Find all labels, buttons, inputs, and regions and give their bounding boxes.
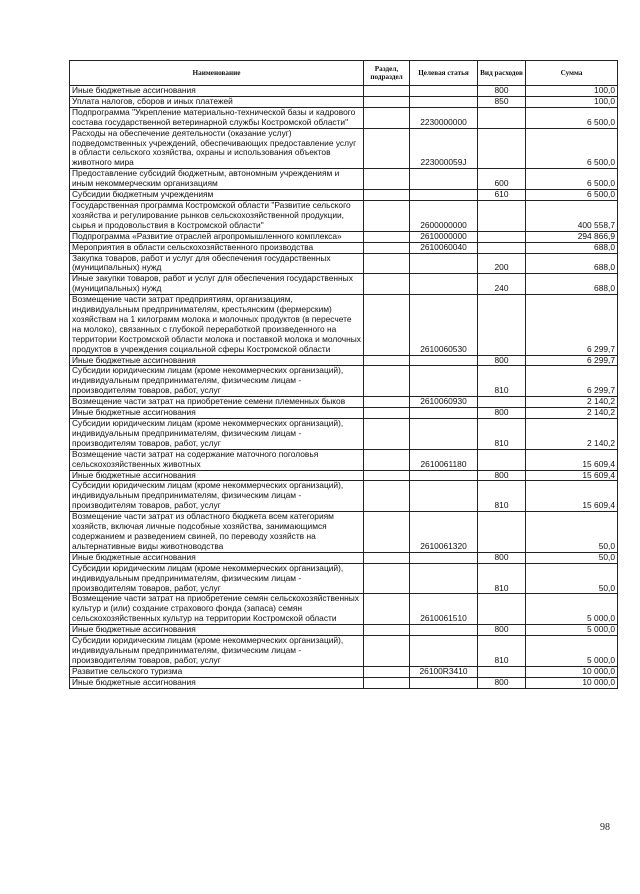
cell-section <box>364 397 410 408</box>
cell-amount: 2 140,2 <box>526 397 618 408</box>
cell-section <box>364 107 410 128</box>
cell-target-article <box>410 86 478 97</box>
cell-amount: 15 609,4 <box>526 470 618 481</box>
cell-name: Возмещение части затрат на приобретение семян сельскохозяйственных культур и (или) создание страхового фонда (запаса) семян сельскохозяйственных культур на территории Костромской области <box>70 594 364 625</box>
cell-amount: 688,0 <box>526 253 618 274</box>
cell-name: Иные бюджетные ассигнования <box>70 355 364 366</box>
cell-section <box>364 128 410 169</box>
cell-expense-type: 810 <box>478 366 526 397</box>
table-row <box>70 86 618 97</box>
cell-name: Иные бюджетные ассигнования <box>70 408 364 419</box>
cell-target-article: 223000059J <box>410 128 478 169</box>
table-row <box>70 397 618 408</box>
table-row <box>70 625 618 636</box>
cell-amount: 6 500,0 <box>526 128 618 169</box>
cell-section <box>364 96 410 107</box>
cell-expense-type: 810 <box>478 636 526 667</box>
cell-expense-type: 800 <box>478 677 526 688</box>
cell-target-article: 2600000000 <box>410 200 478 231</box>
cell-name: Мероприятия в области сельскохозяйственного производства <box>70 242 364 253</box>
cell-expense-type <box>478 107 526 128</box>
cell-expense-type: 800 <box>478 552 526 563</box>
cell-amount: 5 000,0 <box>526 636 618 667</box>
table-row <box>70 594 618 625</box>
table-row <box>70 563 618 594</box>
cell-name: Иные закупки товаров, работ и услуг для обеспечения государственных (муниципальных) нужд <box>70 274 364 295</box>
cell-section <box>364 355 410 366</box>
cell-section <box>364 512 410 553</box>
cell-target-article: 2610060040 <box>410 242 478 253</box>
cell-expense-type <box>478 594 526 625</box>
cell-section <box>364 274 410 295</box>
table-row <box>70 481 618 512</box>
cell-name: Закупка товаров, работ и услуг для обеспечения государственных (муниципальных) нужд <box>70 253 364 274</box>
cell-expense-type: 800 <box>478 625 526 636</box>
table-row <box>70 512 618 553</box>
cell-expense-type: 810 <box>478 563 526 594</box>
cell-amount: 50,0 <box>526 563 618 594</box>
table-row <box>70 366 618 397</box>
table-header-row <box>70 61 618 86</box>
cell-amount: 2 140,2 <box>526 408 618 419</box>
cell-section <box>364 677 410 688</box>
cell-section <box>364 200 410 231</box>
cell-target-article <box>410 190 478 201</box>
cell-expense-type <box>478 231 526 242</box>
cell-name: Расходы на обеспечение деятельности (оказание услуг) подведомственных учреждений, обеспечивающих предоставление услуг в области сельского хозяйства, охраны и использования объектов животного мира <box>70 128 364 169</box>
table-row <box>70 666 618 677</box>
cell-expense-type: 800 <box>478 470 526 481</box>
cell-name: Субсидии юридическим лицам (кроме некоммерческих организаций), индивидуальным предпринимателям, физическим лицам - производителям товаров, работ, услуг <box>70 419 364 450</box>
budget-table <box>69 60 618 689</box>
cell-expense-type: 800 <box>478 408 526 419</box>
cell-name: Государственная программа Костромской области "Развитие сельского хозяйства и регулирование рынков сельскохозяйственной продукции, сырья и продовольствия в Костромской области" <box>70 200 364 231</box>
cell-target-article <box>410 169 478 190</box>
cell-name: Субсидии юридическим лицам (кроме некоммерческих организаций), индивидуальным предпринимателям, физическим лицам - производителям товаров, работ, услуг <box>70 636 364 667</box>
cell-section <box>364 86 410 97</box>
cell-expense-type: 240 <box>478 274 526 295</box>
column-header-section: Раздел, подраздел <box>364 61 410 86</box>
cell-name: Иные бюджетные ассигнования <box>70 86 364 97</box>
table-row <box>70 419 618 450</box>
column-header-name: Наименование <box>70 61 364 86</box>
cell-target-article: 2610060930 <box>410 397 478 408</box>
cell-target-article: 2610061320 <box>410 512 478 553</box>
cell-amount: 294 866,9 <box>526 231 618 242</box>
cell-amount: 10 000,0 <box>526 666 618 677</box>
cell-section <box>364 169 410 190</box>
cell-amount: 6 299,7 <box>526 366 618 397</box>
cell-amount: 5 000,0 <box>526 625 618 636</box>
cell-name: Субсидии юридическим лицам (кроме некоммерческих организаций), индивидуальным предпринимателям, физическим лицам - производителям товаров, работ, услуг <box>70 481 364 512</box>
cell-amount: 688,0 <box>526 274 618 295</box>
cell-target-article: 2610061180 <box>410 449 478 470</box>
cell-name: Субсидии юридическим лицам (кроме некоммерческих организаций), индивидуальным предпринимателям, физическим лицам - производителям товаров, работ, услуг <box>70 563 364 594</box>
cell-amount: 688,0 <box>526 242 618 253</box>
cell-expense-type: 810 <box>478 481 526 512</box>
table-row <box>70 470 618 481</box>
cell-section <box>364 636 410 667</box>
cell-section <box>364 366 410 397</box>
cell-expense-type: 800 <box>478 86 526 97</box>
table-row <box>70 274 618 295</box>
cell-target-article <box>410 274 478 295</box>
cell-amount: 15 609,4 <box>526 481 618 512</box>
cell-target-article <box>410 253 478 274</box>
cell-target-article <box>410 563 478 594</box>
cell-name: Иные бюджетные ассигнования <box>70 677 364 688</box>
table-row <box>70 231 618 242</box>
table-row <box>70 190 618 201</box>
cell-target-article <box>410 419 478 450</box>
cell-name: Субсидии юридическим лицам (кроме некоммерческих организаций), индивидуальным предпринимателям, физическим лицам - производителям товаров, работ, услуг <box>70 366 364 397</box>
cell-section <box>364 625 410 636</box>
cell-target-article: 26100R3410 <box>410 666 478 677</box>
cell-amount: 400 558,7 <box>526 200 618 231</box>
table-row <box>70 200 618 231</box>
table-body <box>70 86 618 689</box>
cell-section <box>364 242 410 253</box>
cell-amount: 2 140,2 <box>526 419 618 450</box>
cell-amount: 15 609,4 <box>526 449 618 470</box>
column-header-amount: Сумма <box>526 61 618 86</box>
cell-name: Иные бюджетные ассигнования <box>70 552 364 563</box>
cell-target-article <box>410 625 478 636</box>
cell-name: Возмещение части затрат на содержание маточного поголовья сельскохозяйственных животных <box>70 449 364 470</box>
cell-target-article <box>410 677 478 688</box>
cell-name: Подпрограмма "Укрепление материально-технической базы и кадрового состава государственной ветеринарной службы Костромской области" <box>70 107 364 128</box>
cell-amount: 100,0 <box>526 86 618 97</box>
cell-amount: 100,0 <box>526 96 618 107</box>
cell-expense-type <box>478 512 526 553</box>
cell-name: Уплата налогов, сборов и иных платежей <box>70 96 364 107</box>
cell-target-article <box>410 408 478 419</box>
table-row <box>70 169 618 190</box>
cell-name: Возмещение части затрат на приобретение семени племенных быков <box>70 397 364 408</box>
cell-target-article <box>410 366 478 397</box>
cell-section <box>364 190 410 201</box>
cell-name: Возмещение части затрат из областного бюджета всем категориям хозяйств, включая личные подсобные хозяйства, занимающимся содержанием и разведением свиней, по переводу хозяйств на альтернативные виды животноводства <box>70 512 364 553</box>
cell-target-article <box>410 470 478 481</box>
cell-amount: 6 500,0 <box>526 190 618 201</box>
cell-expense-type <box>478 242 526 253</box>
page-number: 98 <box>600 822 610 833</box>
cell-target-article <box>410 636 478 667</box>
cell-expense-type <box>478 397 526 408</box>
table-row <box>70 449 618 470</box>
cell-target-article: 2610061510 <box>410 594 478 625</box>
cell-section <box>364 552 410 563</box>
cell-name: Подпрограмма «Развитие отраслей агропромышленного комплекса» <box>70 231 364 242</box>
cell-amount: 50,0 <box>526 512 618 553</box>
cell-amount: 6 500,0 <box>526 107 618 128</box>
cell-section <box>364 594 410 625</box>
cell-section <box>364 295 410 355</box>
cell-name: Иные бюджетные ассигнования <box>70 625 364 636</box>
table-row <box>70 552 618 563</box>
table-row <box>70 355 618 366</box>
column-header-expense-type: Вид расходов <box>478 61 526 86</box>
cell-expense-type <box>478 200 526 231</box>
cell-expense-type <box>478 666 526 677</box>
cell-amount: 10 000,0 <box>526 677 618 688</box>
cell-expense-type <box>478 449 526 470</box>
cell-amount: 6 500,0 <box>526 169 618 190</box>
cell-target-article <box>410 96 478 107</box>
cell-expense-type <box>478 128 526 169</box>
cell-section <box>364 666 410 677</box>
table-row <box>70 128 618 169</box>
table-row <box>70 636 618 667</box>
cell-expense-type: 850 <box>478 96 526 107</box>
cell-target-article <box>410 355 478 366</box>
cell-section <box>364 408 410 419</box>
cell-name: Субсидии бюджетным учреждениям <box>70 190 364 201</box>
cell-name: Иные бюджетные ассигнования <box>70 470 364 481</box>
cell-expense-type: 800 <box>478 355 526 366</box>
cell-name: Развитие сельского туризма <box>70 666 364 677</box>
cell-amount: 6 299,7 <box>526 355 618 366</box>
cell-section <box>364 231 410 242</box>
cell-amount: 50,0 <box>526 552 618 563</box>
cell-expense-type: 810 <box>478 419 526 450</box>
cell-section <box>364 470 410 481</box>
cell-section <box>364 563 410 594</box>
cell-section <box>364 481 410 512</box>
cell-target-article: 2610000000 <box>410 231 478 242</box>
cell-section <box>364 253 410 274</box>
table-row <box>70 253 618 274</box>
cell-target-article <box>410 481 478 512</box>
table-row <box>70 96 618 107</box>
cell-target-article <box>410 552 478 563</box>
column-header-target-article: Целевая статья <box>410 61 478 86</box>
cell-expense-type <box>478 295 526 355</box>
cell-name: Предоставление субсидий бюджетным, автономным учреждениям и иным некоммерческим организациям <box>70 169 364 190</box>
table-row <box>70 107 618 128</box>
cell-expense-type: 610 <box>478 190 526 201</box>
cell-expense-type: 600 <box>478 169 526 190</box>
table-row <box>70 295 618 355</box>
cell-target-article: 2610060530 <box>410 295 478 355</box>
cell-expense-type: 200 <box>478 253 526 274</box>
table-row <box>70 408 618 419</box>
cell-target-article: 2230000000 <box>410 107 478 128</box>
cell-section <box>364 419 410 450</box>
table-row <box>70 242 618 253</box>
cell-amount: 6 299,7 <box>526 295 618 355</box>
cell-name: Возмещение части затрат предприятиям, организациям, индивидуальным предпринимателям, крестьянским (фермерским) хозяйствам на 1 килограмм молока и молочных продуктов (в пересчете на молоко), связанных с глубокой переработкой произведенного на территории Костромской области молока и поставкой молока и молочных продуктов в учреждения социальной сферы Костромской области <box>70 295 364 355</box>
table-row <box>70 677 618 688</box>
cell-amount: 5 000,0 <box>526 594 618 625</box>
cell-section <box>364 449 410 470</box>
